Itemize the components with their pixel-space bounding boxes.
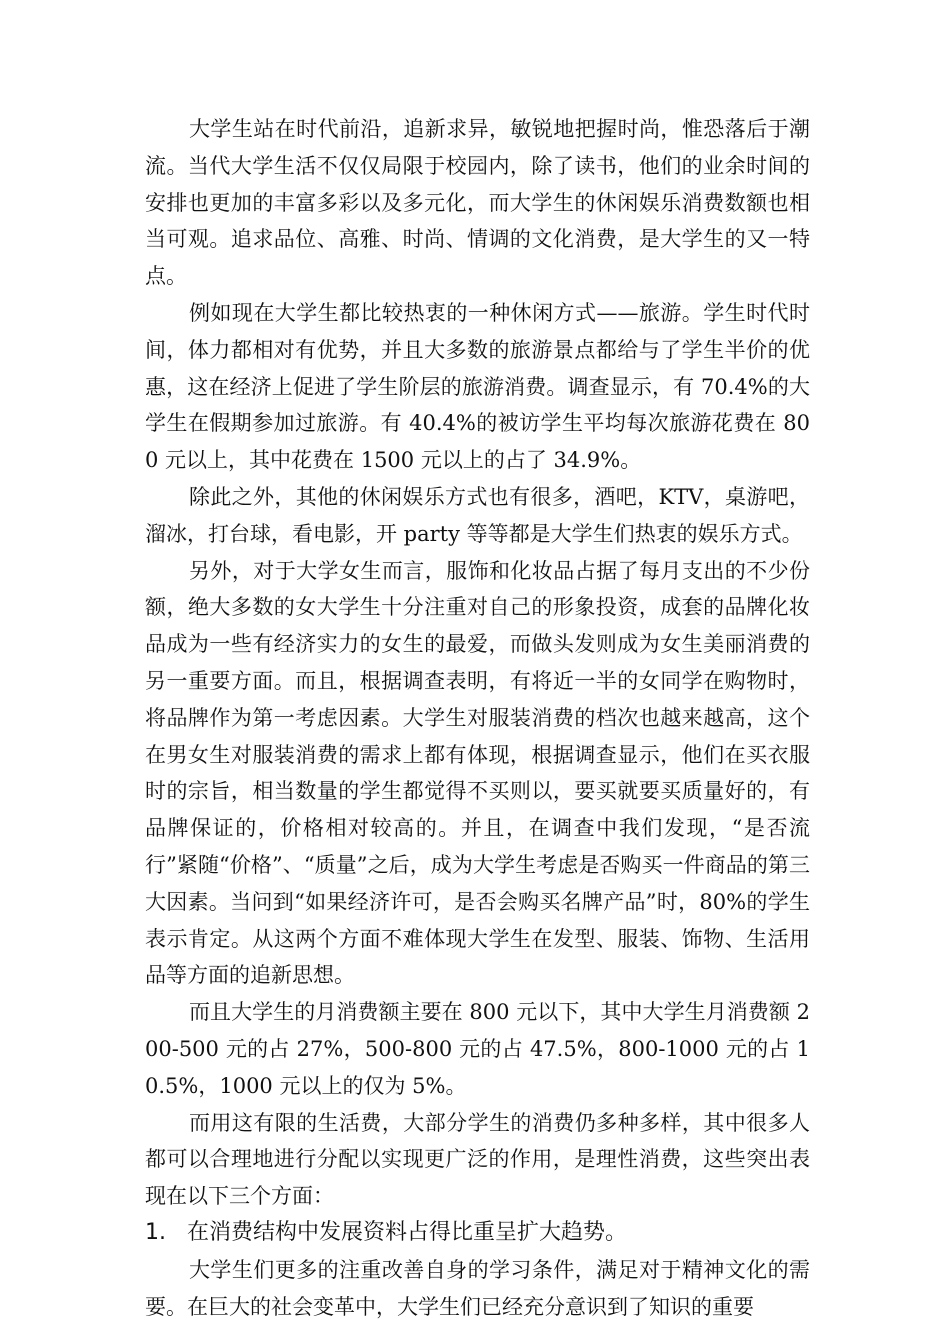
paragraph-leisure-activities: 除此之外，其他的休闲娱乐方式也有很多，酒吧，KTV，桌游吧，溜冰，打台球，看电影，开 party 等等都是大学生们热衷的娱乐方式。 <box>145 484 810 546</box>
section-heading-number: 1. <box>145 1219 166 1245</box>
paragraph-development-spending: 大学生们更多的注重改善自身的学习条件，满足对于精神文化的需要。在巨大的社会变革中，大学生们已经充分意识到了知识的重要 <box>145 1257 810 1319</box>
document-page <box>145 111 810 1325</box>
section-heading <box>145 1215 810 1252</box>
paragraph-fashion-consumption: 大学生站在时代前沿，追新求异，敏锐地把握时尚，惟恐落后于潮流。当代大学生活不仅仅局限于校园内，除了读书，他们的业余时间的安排也更加的丰富多彩以及多元化，而大学生的休闲娱乐消费数额也相当可观。追求品位、高雅、时尚、情调的文化消费，是大学生的又一特点。 <box>145 117 810 289</box>
paragraph-clothing-cosmetics: 另外，对于大学女生而言，服饰和化妆品占据了每月支出的不少份额，绝大多数的女大学生十分注重对自己的形象投资，成套的品牌化妆品成为一些有经济实力的女生的最爱，而做头发则成为女生美丽消费的另一重要方面。而且，根据调查表明，有将近一半的女同学在购物时，将品牌作为第一考虑因素。大学生对服装消费的档次也越来越高，这个在男女生对服装消费的需求上都有体现，根据调查显示，他们在买衣服时的宗旨，相当数量的学生都觉得不买则以，要买就要买质量好的，有品牌保证的，价格相对较高的。并且，在调查中我们发现，“是否流行”紧随“价格”、“质量”之后，成为大学生考虑是否购买一件商品的第三大因素。当问到“如果经济许可，是否会购买名牌产品”时，80%的学生表示肯定。从这两个方面不难体现大学生在发型、服装、饰物、生活用品等方面的追新思想。 <box>145 558 810 988</box>
section-heading-text: 在消费结构中发展资料占得比重呈扩大趋势。 <box>187 1219 628 1245</box>
paragraph-rational-consumption: 而用这有限的生活费，大部分学生的消费仍多种多样，其中很多人都可以合理地进行分配以实现更广泛的作用，是理性消费，这些突出表现在以下三个方面： <box>145 1110 810 1209</box>
paragraph-monthly-spending: 而且大学生的月消费额主要在 800 元以下，其中大学生月消费额 200-500 元的占 27%，500-800 元的占 47.5%，800-1000 元的占 10.5%，1000 元以上的仅为 5%。 <box>145 1000 810 1098</box>
paragraph-travel-consumption: 例如现在大学生都比较热衷的一种休闲方式——旅游。学生时代时间，体力都相对有优势，并且大多数的旅游景点都给与了学生半价的优惠，这在经济上促进了学生阶层的旅游消费。调查显示，有 70.4%的大学生在假期参加过旅游。有 40.4%的被访学生平均每次旅游花费在 800 元以上，其中花费在 1500 元以上的占了 34.9%。 <box>145 300 810 473</box>
